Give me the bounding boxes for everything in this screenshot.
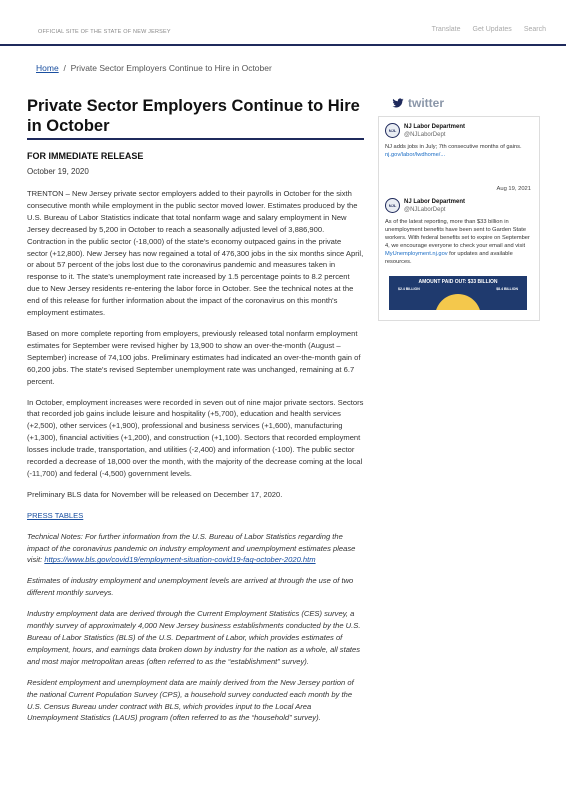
- official-site-label: OFFICIAL SITE OF THE STATE OF NEW JERSEY: [38, 29, 171, 35]
- tweet-link[interactable]: MyUnemployment.nj.gov: [385, 251, 448, 257]
- paragraph-4: Preliminary BLS data for November will be released on December 17, 2020.: [27, 489, 283, 499]
- tweet-image[interactable]: [389, 276, 527, 310]
- get-updates-link[interactable]: Get Updates: [472, 26, 512, 33]
- note-cps: Resident employment and unemployment data are mainly derived from the New Jersey portion of the national Current Population Survey (CPS), a household survey conducted each month by the U.S. Census Bureau under contract with BLS, which provides input to the Local Area Unemployment Statistics (LAUS) program (often referred to as the “household” survey).: [27, 677, 354, 723]
- note-surveys: Estimates of industry employment and unemployment levels are arrived at through the use of two different monthly surveys.: [27, 576, 354, 598]
- tweet-handle[interactable]: @NJLaborDept: [404, 207, 446, 213]
- tweet-handle[interactable]: @NJLaborDept: [404, 132, 446, 138]
- twitter-bird-icon: [392, 97, 404, 109]
- breadcrumb-separator: /: [63, 63, 66, 73]
- tweet-date[interactable]: Aug 19, 2021: [496, 186, 531, 192]
- technical-notes-text: Technical Notes: For further information from the U.S. Bureau of Labor Statistics regarding the impact of the coronavirus pandemic on industry employment and unemployment estimates please visit:: [27, 531, 356, 565]
- tweet-author[interactable]: NJ Labor Department: [404, 124, 466, 130]
- top-nav: [432, 26, 546, 33]
- article: [27, 96, 364, 724]
- search-link[interactable]: Search: [523, 26, 546, 33]
- breadcrumb-current: Private Sector Employers Continue to Hire in October: [70, 63, 272, 73]
- release-date: October 19, 2020: [27, 167, 89, 176]
- technical-notes: [27, 531, 364, 567]
- page-title: Private Sector Employers Continue to Hire in October: [27, 96, 364, 140]
- paragraph-1: TRENTON – New Jersey private sector employers added to their payrolls in October for the sixth consecutive month while employment in the public sector moved lower. Estimates produced by the U.S. Bureau of Labor Statistics indicate that total nonfarm wage and salary employment in New Jersey decreased by 5,200 in October to reach a seasonally adjusted level of 3,886,900. Contraction in the public sector (-18,000) of the state's economy outpaced gains in the private sector (+12,800). New Jersey has now regained a total of 476,300 jobs in the six months since April, or about 57 percent of the jobs lost due to the coronavirus pandemic and measures taken in response to it. The state's unemployment rate increased by 1.5 percentage points to 8.2 percent due to New Jersey residents re-entering the labor force in October. See the technical notes at the end of this release for further information about the impact of the coronavirus on this month's employment estimates.: [27, 189, 364, 318]
- note-ces: Industry employment data are derived through the Current Employment Statistics (CES) survey, a monthly survey of approximately 4,000 New Jersey business establishments conducted by the U.S. Bureau of Labor Statistics (BLS) of the U.S. Department of Labor, which provides estimates of employment, hours, and earnings data broken down by industry for the nation as a whole, all states and most major metropolitan areas (often referred to as the “establishment” survey).: [27, 609, 361, 666]
- paragraph-3: In October, employment increases were recorded in seven out of nine major private sectors. Sectors that recorded job gains include leisure and hospitality (+5,700), education and health services (+2,500), other services (+1,900), professional and business services (+1,600), manufacturing (+1,300), financial activities (+1,200), and construction (+1,100). Sectors that recorded employment losses include trade, transportation, and utilities (-2,400) and information (-100). The public sector recorded a decrease of 18,000 over the month, with the majority of the decrease coming at the local (-11,700) and federal (-4,500) government levels.: [27, 397, 364, 478]
- avatar[interactable]: NJL: [385, 198, 400, 213]
- press-tables-paragraph: [27, 510, 364, 522]
- breadcrumb: [36, 63, 272, 73]
- twitter-feed[interactable]: [378, 116, 540, 321]
- site-header: [0, 0, 566, 46]
- tweet-image-pie: [435, 294, 481, 310]
- release-label: FOR IMMEDIATE RELEASE: [27, 151, 144, 161]
- tweet-image-label-right: $8.4 BILLION: [496, 287, 518, 291]
- press-tables-link[interactable]: PRESS TABLES: [27, 510, 84, 520]
- twitter-heading-label: twitter: [408, 96, 444, 110]
- avatar[interactable]: NJL: [385, 123, 400, 138]
- breadcrumb-home-link[interactable]: Home: [36, 63, 59, 73]
- twitter-heading[interactable]: [392, 96, 540, 110]
- translate-link[interactable]: Translate: [431, 26, 461, 33]
- tweet[interactable]: [385, 198, 531, 310]
- paragraph-2: Based on more complete reporting from employers, previously released total nonfarm employment estimates for September were revised higher by 13,900 to show an over-the-month (August – September) increase of 74,100 jobs. Preliminary estimates had indicated an over-the-month gain of 60,200 jobs. The state's revised September unemployment rate was unchanged, remaining at 6.7 percent.: [27, 328, 361, 386]
- tweet-text: As of the latest reporting, more than $33 billion in unemployment benefits have been sent to Garden State workers. With federal benefits set to expire on September 4, we encourage everyone to check your email and visit MyUnemployment.nj.gov for updates and available resources.: [385, 219, 530, 265]
- tweet-image-caption: AMOUNT PAID OUT: $33 BILLION: [418, 279, 498, 285]
- twitter-sidebar: [378, 96, 540, 321]
- tweet-author[interactable]: NJ Labor Department: [404, 199, 466, 205]
- tweet-text: NJ adds jobs in July; 7th consecutive months of gains. nj.gov/labor/lwdhome/...: [385, 144, 522, 158]
- tweet-image-label-left: $2.4 BILLION: [398, 287, 420, 291]
- tweet-link[interactable]: nj.gov/labor/lwdhome/...: [385, 152, 446, 158]
- tweet[interactable]: [385, 123, 531, 159]
- bls-faq-link[interactable]: https://www.bls.gov/covid19/employment-situation-covid19-faq-october-2020.htm: [44, 555, 316, 565]
